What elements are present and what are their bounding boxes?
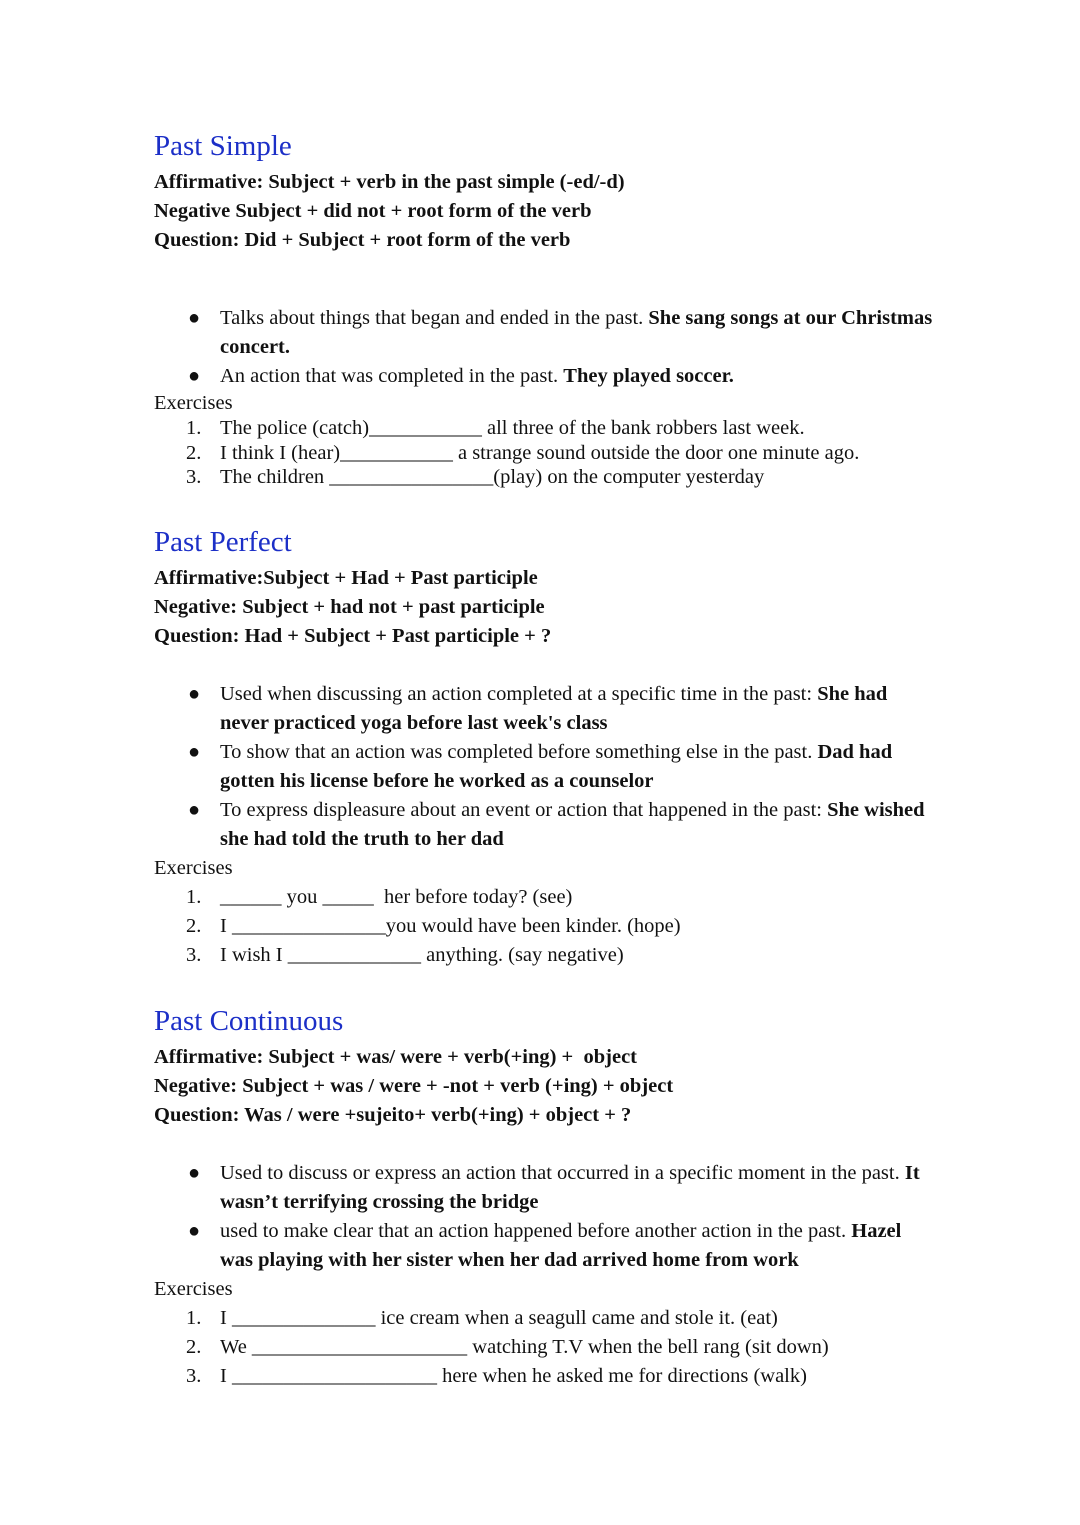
usage-list xyxy=(154,680,934,854)
exercises-label: Exercises xyxy=(154,857,233,879)
exercise-text: The police (catch)___________ all three of the bank robbers last week. xyxy=(220,417,805,439)
usage-item xyxy=(154,1159,934,1217)
exercises-label: Exercises xyxy=(154,1278,233,1300)
usage-example: She sang songs at our Christmas concert. xyxy=(220,307,933,358)
exercise-number: 1. xyxy=(186,886,202,908)
exercise-item xyxy=(154,416,934,441)
usage-text: To express displeasure about an event or action that happened in the past: xyxy=(220,799,828,821)
exercise-item xyxy=(154,441,934,466)
exercise-item xyxy=(154,912,934,941)
bullet-icon: ● xyxy=(188,307,201,329)
section-title: Past Simple xyxy=(154,130,292,162)
exercise-item xyxy=(154,1304,934,1333)
exercise-text: I ____________________ here when he asked me for directions (walk) xyxy=(220,1365,807,1387)
rule-affirmative: Affirmative: Subject + verb in the past simple (-ed/-d) xyxy=(154,171,625,193)
exercise-text: We _____________________ watching T.V when the bell rang (sit down) xyxy=(220,1336,829,1358)
usage-item xyxy=(154,1217,934,1275)
usage-text: Talks about things that began and ended in the past. xyxy=(220,307,649,329)
usage-item xyxy=(154,362,934,391)
usage-item xyxy=(154,738,934,796)
exercise-number: 2. xyxy=(186,1336,202,1358)
exercise-number: 2. xyxy=(186,915,202,937)
exercise-text: I think I (hear)___________ a strange sound outside the door one minute ago. xyxy=(220,441,860,464)
bullet-icon: ● xyxy=(188,1220,201,1242)
exercise-number: 3. xyxy=(186,944,202,966)
bullet-icon: ● xyxy=(188,741,201,763)
exercise-item xyxy=(154,465,934,490)
usage-text: Used when discussing an action completed at a specific time in the past: xyxy=(220,683,818,705)
usage-item xyxy=(154,304,934,362)
exercise-list xyxy=(154,1304,934,1391)
exercise-text: I wish I _____________ anything. (say negative) xyxy=(220,944,624,966)
bullet-icon: ● xyxy=(188,683,201,705)
bullet-icon: ● xyxy=(188,1162,201,1184)
usage-example: Dad had gotten his license before he worked as a counselor xyxy=(220,741,893,792)
usage-example: She wished she had told the truth to her dad xyxy=(220,799,925,850)
usage-text: To show that an action was completed before something else in the past. xyxy=(220,741,818,763)
usage-text: used to make clear that an action happened before another action in the past. xyxy=(220,1220,852,1242)
section-title: Past Continuous xyxy=(154,1005,344,1037)
exercise-text: The children ________________(play) on the computer yesterday xyxy=(220,466,765,488)
exercise-item xyxy=(154,941,934,970)
exercises-label: Exercises xyxy=(154,392,233,414)
rules-block xyxy=(154,564,934,651)
usage-example: She had never practiced yoga before last week's class xyxy=(220,683,888,734)
usage-example: Hazel was playing with her sister when her dad arrived home from work xyxy=(220,1220,902,1271)
section-past-continuous xyxy=(154,1005,934,1391)
exercise-text: I _______________you would have been kinder. (hope) xyxy=(220,915,681,937)
exercise-list xyxy=(154,883,934,970)
exercise-number: 1. xyxy=(186,1307,202,1329)
exercise-text: I ______________ ice cream when a seagull came and stole it. (eat) xyxy=(220,1307,778,1329)
rule-negative: Negative Subject + did not + root form of the verb xyxy=(154,200,592,222)
rules-block xyxy=(154,168,934,255)
exercise-list xyxy=(154,416,934,490)
exercise-number: 2. xyxy=(186,441,202,464)
usage-item xyxy=(154,680,934,738)
exercise-item xyxy=(154,1333,934,1362)
section-past-simple xyxy=(154,130,934,490)
usage-item xyxy=(154,796,934,854)
rule-negative: Negative: Subject + had not + past participle xyxy=(154,596,545,618)
section-title: Past Perfect xyxy=(154,526,292,558)
exercise-number: 3. xyxy=(186,1365,202,1387)
section-past-perfect xyxy=(154,526,934,970)
rule-question: Question: Had + Subject + Past participle + ? xyxy=(154,625,552,647)
usage-example: They played soccer. xyxy=(563,365,734,387)
usage-list xyxy=(154,1159,934,1275)
rule-question: Question: Was / were +sujeito+ verb(+ing) + object + ? xyxy=(154,1104,632,1126)
usage-list xyxy=(154,304,934,391)
rule-negative: Negative: Subject + was / were + -not + verb (+ing) + object xyxy=(154,1075,674,1097)
usage-text: An action that was completed in the past. xyxy=(220,365,564,387)
exercise-number: 3. xyxy=(186,466,202,488)
bullet-icon: ● xyxy=(188,365,201,387)
exercise-text: ______ you _____ her before today? (see) xyxy=(220,886,573,908)
rule-affirmative: Affirmative: Subject + was/ were + verb(+ing) + object xyxy=(154,1046,637,1068)
exercise-number: 1. xyxy=(186,417,202,439)
exercise-item xyxy=(154,1362,934,1391)
rules-block xyxy=(154,1043,934,1130)
bullet-icon: ● xyxy=(188,799,201,821)
usage-example: It wasn’t terrifying crossing the bridge xyxy=(220,1162,920,1213)
exercise-item xyxy=(154,883,934,912)
rule-affirmative: Affirmative:Subject + Had + Past participle xyxy=(154,567,538,589)
rule-question: Question: Did + Subject + root form of the verb xyxy=(154,229,571,251)
usage-text: Used to discuss or express an action that occurred in a specific moment in the past. xyxy=(220,1162,905,1184)
